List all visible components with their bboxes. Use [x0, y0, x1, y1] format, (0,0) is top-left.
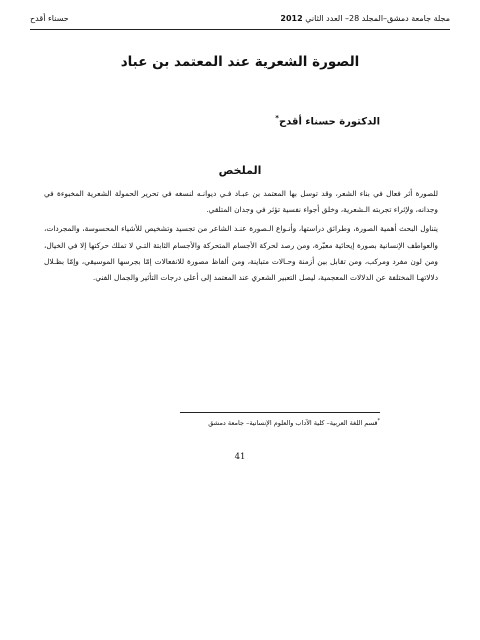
header-author: حسناء أقدح — [30, 14, 69, 23]
author-footnote-marker: * — [275, 114, 279, 122]
footnote — [208, 418, 380, 427]
author-line — [275, 114, 380, 127]
header-rule — [30, 29, 450, 30]
journal-year: 2012 — [280, 14, 303, 23]
footnote-rule — [180, 412, 380, 413]
journal-citation — [280, 14, 450, 23]
footnote-text: قسم اللغة العربية– كلية الآداب والعلوم الإنسانية– جامعة دمشق — [208, 419, 378, 428]
abstract-heading: الملخص — [218, 164, 262, 177]
footnote-marker: * — [377, 418, 380, 424]
page-number: 41 — [234, 452, 246, 462]
abstract-paragraph: يتناول البحث أهمية الصورة، وطرائق دراستها، وأنـواع الـصورة عنـد الشاعر من تجسيد وتشخيص للأشياء المحسوسة، والمجردات، والعواطف الإنسانية بصورة إيحائية معبّرة، ومن رصد لحركة الأجسام المتحركة والأجسام الثابتة التـي لا تملك حركتها إلا في الخيال، ومن لون مفرد ومركب، ومن تقابل بين أزمنة وحـالات متباينة، ومن ألفاظ مصورة للانفعالات إمّا بجرسها الموسيقي، وإمّا بظـلال دلالاتهـا المختلفة عن الدلالات المعجمية، ليصل التعبير الشعري عند المعتمد إلى أعلى درجات التأثير والجمال الفني. — [44, 224, 438, 283]
journal-name: مجلة جامعة دمشق–المجلد 28– العدد الثاني — [305, 14, 450, 23]
abstract-body — [44, 186, 438, 286]
article-title: الصورة الشعرية عند المعتمد بن عباد — [120, 54, 360, 70]
author-name: الدكتورة حسناء أقدح — [278, 116, 380, 128]
running-header — [30, 8, 450, 28]
abstract-paragraph: للصورة أثر فعال في بناء الشعر، وقد توسل بها المعتمد بن عبـاد فـي ديوانـه لنسغه في تحرير الحمولة الشعرية المخبوءة في وجدانه، ولإثراء تجربته الـشعرية، وخلق أجواء نفسية تؤثر في وجدان المتلقي. — [44, 189, 438, 215]
